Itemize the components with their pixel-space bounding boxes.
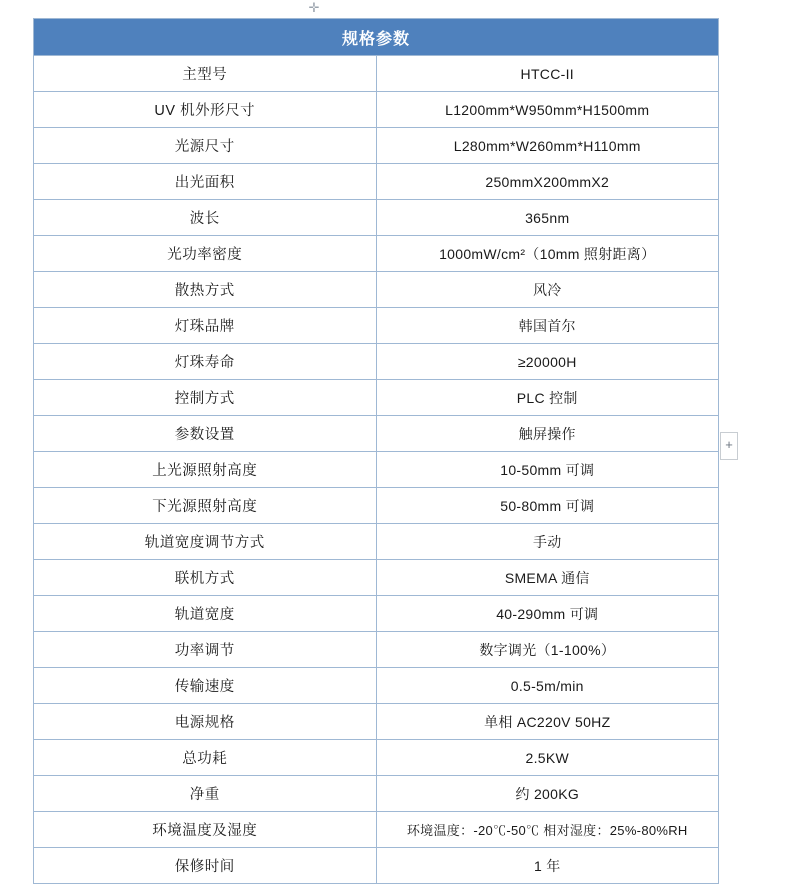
row-label: 电源规格 xyxy=(34,704,377,740)
row-value: ≥20000H xyxy=(376,344,719,380)
row-value: 约 200KG xyxy=(376,776,719,812)
row-value: 风冷 xyxy=(376,272,719,308)
table-row xyxy=(34,344,719,380)
row-value: 1 年 xyxy=(376,848,719,884)
row-label: 上光源照射高度 xyxy=(34,452,377,488)
row-value: 数字调光（1-100%） xyxy=(376,632,719,668)
row-label: 灯珠寿命 xyxy=(34,344,377,380)
table-row xyxy=(34,632,719,668)
row-label: 总功耗 xyxy=(34,740,377,776)
row-value: 韩国首尔 xyxy=(376,308,719,344)
row-value: L280mm*W260mm*H110mm xyxy=(376,128,719,164)
row-value: 0.5-5m/min xyxy=(376,668,719,704)
row-label: 波长 xyxy=(34,200,377,236)
row-label: 轨道宽度 xyxy=(34,596,377,632)
table-row xyxy=(34,128,719,164)
row-value: 2.5KW xyxy=(376,740,719,776)
row-label: 主型号 xyxy=(34,56,377,92)
row-value: 单相 AC220V 50HZ xyxy=(376,704,719,740)
table-row xyxy=(34,380,719,416)
row-value: L1200mm*W950mm*H1500mm xyxy=(376,92,719,128)
table-row xyxy=(34,812,719,848)
row-value: 10-50mm 可调 xyxy=(376,452,719,488)
row-label: 光源尺寸 xyxy=(34,128,377,164)
row-label: 保修时间 xyxy=(34,848,377,884)
table-row xyxy=(34,488,719,524)
row-label: 出光面积 xyxy=(34,164,377,200)
expand-table-handle[interactable]: + xyxy=(720,432,738,460)
move-crosshair-icon[interactable]: ✛ xyxy=(308,0,320,15)
row-value: PLC 控制 xyxy=(376,380,719,416)
table-title-row xyxy=(34,19,719,56)
row-label: 参数设置 xyxy=(34,416,377,452)
table-row xyxy=(34,596,719,632)
row-label: 功率调节 xyxy=(34,632,377,668)
table-row xyxy=(34,56,719,92)
row-value: SMEMA 通信 xyxy=(376,560,719,596)
table-row xyxy=(34,776,719,812)
row-value: 365nm xyxy=(376,200,719,236)
row-label: 净重 xyxy=(34,776,377,812)
row-label: 光功率密度 xyxy=(34,236,377,272)
row-label: 传输速度 xyxy=(34,668,377,704)
row-label: UV 机外形尺寸 xyxy=(34,92,377,128)
row-value: 触屏操作 xyxy=(376,416,719,452)
row-label: 下光源照射高度 xyxy=(34,488,377,524)
table-row xyxy=(34,200,719,236)
row-value: 环境温度：-20℃-50℃ 相对湿度：25%-80%RH xyxy=(376,812,719,848)
table-row xyxy=(34,164,719,200)
table-title: 规格参数 xyxy=(34,19,719,56)
row-label: 环境温度及湿度 xyxy=(34,812,377,848)
row-label: 联机方式 xyxy=(34,560,377,596)
row-value: 40-290mm 可调 xyxy=(376,596,719,632)
row-value: 手动 xyxy=(376,524,719,560)
row-label: 灯珠品牌 xyxy=(34,308,377,344)
table-body xyxy=(34,19,719,884)
table-row xyxy=(34,560,719,596)
table-row xyxy=(34,668,719,704)
row-value: 50-80mm 可调 xyxy=(376,488,719,524)
specification-table xyxy=(33,18,719,884)
row-label: 轨道宽度调节方式 xyxy=(34,524,377,560)
table-row xyxy=(34,740,719,776)
table-row xyxy=(34,848,719,884)
row-value: HTCC-II xyxy=(376,56,719,92)
table-row xyxy=(34,524,719,560)
table-row xyxy=(34,272,719,308)
row-value: 250mmX200mmX2 xyxy=(376,164,719,200)
row-label: 散热方式 xyxy=(34,272,377,308)
table-row xyxy=(34,704,719,740)
row-value: 1000mW/cm²（10mm 照射距离） xyxy=(376,236,719,272)
table-row xyxy=(34,92,719,128)
table-row xyxy=(34,236,719,272)
table-row xyxy=(34,416,719,452)
table-row xyxy=(34,452,719,488)
table-row xyxy=(34,308,719,344)
row-label: 控制方式 xyxy=(34,380,377,416)
